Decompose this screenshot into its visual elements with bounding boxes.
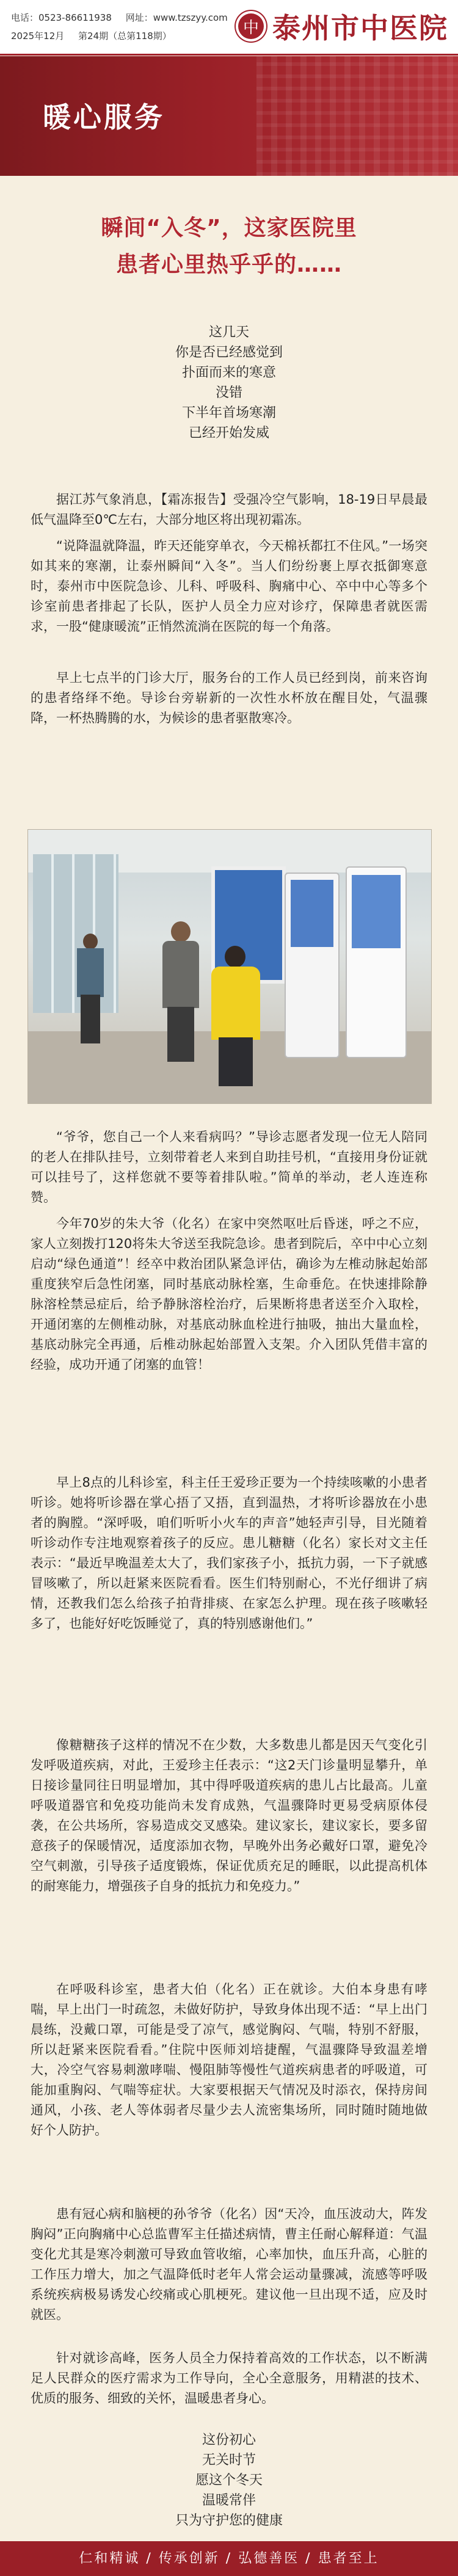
article-paragraph: 今年70岁的朱大爷（化名）在家中突然呕吐后昏迷，呼之不应，家人立刻拨打120将朱大爷送至我院急诊。患者到院后，卒中中心立刻启动“绿色通道”！经卒中救治团队紧急评估，确诊为左椎动脉起始部重度狭窄后急性闭塞，同时基底动脉栓塞，生命垂危。在快速排除静脉溶栓禁忌症后，给予静脉溶栓治疗，后果断将患者送至介入取栓，开通闭塞的左侧椎动脉，对基底动脉血栓进行抽吸，抽出大量血栓，基底动脉完全再通，后椎动脉起始部置入支架。介入团队凭借丰富的经验，成功开通了闭塞的血管！ <box>31 1216 427 1372</box>
photo-volunteer <box>211 946 260 1086</box>
poem-line: 温暖常伴 <box>202 2493 256 2508</box>
poem-line: 下半年首场寒潮 <box>181 405 276 421</box>
section-banner <box>0 56 458 176</box>
hospital-name: 泰州市中医院 <box>272 12 448 45</box>
poem-line: 无关时节 <box>202 2453 256 2468</box>
closing-poem <box>0 2430 458 2531</box>
headline-line-1: 瞬间“入冬”，这家医院里 <box>101 216 357 241</box>
hospital-emblem-icon: 中 <box>236 11 266 42</box>
masthead <box>0 0 458 56</box>
poem-line: 这份初心 <box>202 2433 256 2448</box>
photo-window <box>33 854 118 1013</box>
photo-kiosk-screen <box>291 880 333 947</box>
masthead-info <box>11 9 239 45</box>
section-title: 暖心服务 <box>43 101 165 134</box>
person-legs <box>81 995 100 1043</box>
article-paragraph: 早上七点半的门诊大厅，服务台的工作人员已经到岗，前来咨询的患者络绎不绝。导诊台旁崭新的一次性水杯放在醒目处，气温骤降，一杯热腾腾的水，为候诊的患者驱散寒冷。 <box>31 670 427 725</box>
person-body <box>162 941 199 1008</box>
person-body <box>211 967 260 1040</box>
masthead-issue-number: 第24期（总第118期） <box>78 31 172 42</box>
article-paragraph: 据江苏气象消息，【霜冻报告】受强冷空气影响，18-19日早晨最低气温降至0℃左右，大部分地区将出现初霜冻。 <box>31 492 427 527</box>
article-paragraph: 患有冠心病和脑梗的孙爷爷（化名）因“天冷，血压波动大，阵发胸闷”正向胸痛中心总监曹军主任描述病情，曹主任耐心解释道：气温变化尤其是寒冷刺激可导致血管收缩，心率加快，血压升高，心脏的工作压力增大，加之气温降低时老年人常会运动量骤减，流感等呼吸系统疾病极易诱发心绞痛或心肌梗死。建议他一旦出现不适，应及时就医。 <box>31 2207 427 2322</box>
person-head <box>171 921 191 942</box>
photo-self-service-kiosk <box>346 866 407 1058</box>
banner-building-decoration <box>256 56 458 176</box>
intro-poem <box>0 322 458 443</box>
article-paragraph: “说降温就降温，昨天还能穿单衣，今天棉袄都扛不住风。”一场突如其来的寒潮，让泰州瞬间“入冬”。当人们纷纷裹上厚衣抵御寒意时，泰州市中医院急诊、儿科、呼吸科、胸痛中心、卒中中心等多个诊室前患者排起了长队，医护人员全力应对诊疗，保障患者就医需求，一股“健康暖流”正悄然流淌在医院的每一个角落。 <box>31 539 427 634</box>
poem-line: 没错 <box>215 385 242 401</box>
article-paragraph: 针对就诊高峰，医务人员全力保持着高效的工作状态，以不断满足人民群众的医疗需求为工作导向，全心全意服务，用精湛的技术、优质的服务、细致的关怀，温暖患者身心。 <box>31 2351 427 2406</box>
article-paragraph: 早上8点的儿科诊室，科主任王爱珍正要为一个持续咳嗽的小患者听诊。她将听诊器在掌心捂了又捂，直到温热，才将听诊器放在小患者的胸膛。“深呼吸，咱们听听小火车的声音”她轻声引导，目光随着听诊动作专注地观察着孩子的反应。患儿糖糖（化名）家长对文主任表示：“最近早晚温差太大了，我们家孩子小，抵抗力弱，一下子就感冒咳嗽了，所以赶紧来医院看看。医生们特别耐心，不光仔细讲了病情，还教我们怎么给孩子拍背排痰、在家怎么护理。现在孩子咳嗽轻多了，也能好好吃饭睡觉了，真的特别感谢他们。” <box>31 1475 427 1631</box>
photo-kiosk-screen <box>352 875 401 948</box>
masthead-phone: 电话：0523-86611938 <box>11 12 112 23</box>
masthead-website[interactable]: 网址：www.tzszyy.com <box>125 12 228 23</box>
masthead-issue-date: 2025年12月 <box>11 31 65 42</box>
photo-person <box>77 934 104 1043</box>
hospital-logo <box>236 5 448 48</box>
person-legs <box>219 1037 253 1086</box>
photo-self-service-kiosk <box>285 873 340 1058</box>
poem-line: 这几天 <box>208 325 249 340</box>
poem-line: 只为守护您的健康 <box>175 2513 283 2528</box>
person-body <box>77 948 104 997</box>
person-head <box>83 934 98 949</box>
photo-elderly-patient <box>162 921 199 1062</box>
footer-slogan: 仁和精诚 / 传承创新 / 弘德善医 / 患者至上 <box>79 2551 379 2566</box>
article-paragraph: 像糖糖孩子这样的情况不在少数，大多数患儿都是因天气变化引发呼吸道疾病，对此，王爱珍主任表示：“这2天门诊量明显攀升，单日接诊量同往日明显增加，其中得呼吸道疾病的患儿占比最高。儿童呼吸道器官和免疫功能尚未发育成熟，气温骤降时更易受病原体侵袭，在公共场所，容易造成交叉感染。建议家长，建议家长，要多留意孩子的保暖情况，适度添加衣物，早晚外出务必戴好口罩，避免冷空气刺激，引导孩子适度锻炼，保证优质充足的睡眠，以此提高机体的耐寒能力，增强孩子自身的抵抗力和免疫力。” <box>31 1738 427 1893</box>
person-head <box>225 946 245 968</box>
article-paragraph: 在呼吸科诊室，患者大伯（化名）正在就诊。大伯本身患有哮喘，早上出门一时疏忽，未做好防护，导致身体出现不适：“早上出门晨练，没戴口罩，可能是受了凉气，感觉胸闷、气喘，特别不舒服，所以赶紧来医院看看。”住院中医师刘培捷醒，气温骤降导致温差增大，冷空气容易刺激哮喘、慢阻肺等慢性气道疾病患者的呼吸道，可能加重胸闷、气喘等症状。大家要根据天气情况及时添衣，保持房间通风，小孩、老人等体弱者尽量少去人流密集场所，同时随时随地做好个人防护。 <box>31 1982 427 2138</box>
poem-line: 你是否已经感觉到 <box>175 345 283 360</box>
footer-slogan-bar <box>0 2541 458 2576</box>
poem-line: 愿这个冬天 <box>195 2473 263 2488</box>
poem-line: 扑面而来的寒意 <box>181 365 276 380</box>
article-headline <box>0 210 458 283</box>
headline-line-2: 患者心里热乎乎的…… <box>115 252 342 277</box>
person-legs <box>167 1007 194 1062</box>
article-paragraph: “爷爷，您自己一个人来看病吗？”导诊志愿者发现一位无人陪同的老人在排队挂号，立刻带着老人来到自助挂号机，“直接用身份证就可以挂号了，这样您就不要等着排队啦。”简单的举动，老人连连称赞。 <box>31 1130 427 1205</box>
poem-line: 已经开始发威 <box>188 426 269 441</box>
article-photo <box>27 829 432 1104</box>
